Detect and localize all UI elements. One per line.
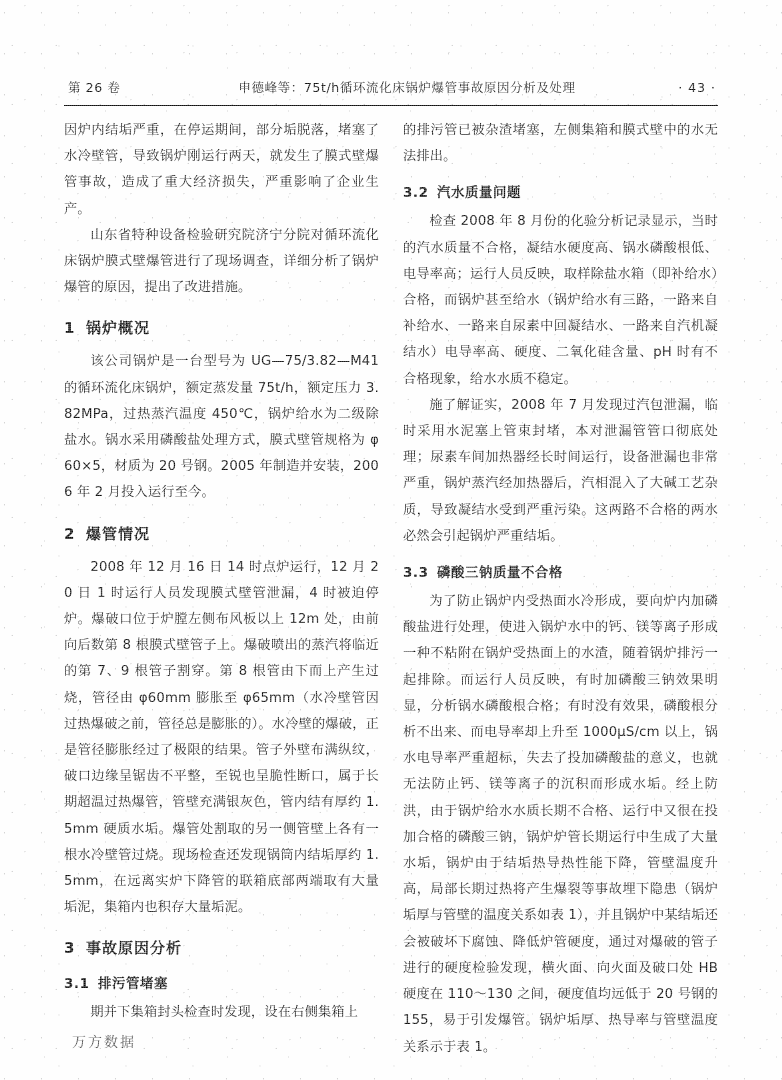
wanfang-watermark: 万方数据 [72, 1035, 136, 1051]
section-title: 事故原因分析 [86, 939, 183, 958]
paragraph: 2008 年 12 月 16 日 14 时点炉运行，12 月 20 日 1 时运行人员发现膜式壁管泄漏，4 时被迫停炉。爆破口位于炉膛左侧布风板以上 12m 处，由前向后数第 8 根膜式壁管子上。爆破喷出的蒸汽将临近的第 7、9 根管子割穿。第 8 根管由下而上产生过烧，管径由 φ60mm 膨胀至 φ65mm（水冷壁管因过热爆破之前，管径总是膨胀的）。水冷壁的爆破，正是管径膨胀经过了极限的结果。管子外壁布满纵纹，破口边缘呈锯齿不平整，至锐也呈脆性断口，属于长期超温过热爆管，管壁充满银灰色，管内结有厚约 1.5mm 硬质水垢。爆管处割取的另一侧管壁上各有一根水冷壁管过烧。现场检查还发现锅筒内结垢厚约 1.5mm，在远离实炉下降管的联箱底部两端取有大量垢泥，集箱内也积存大量垢泥。 [64, 559, 379, 916]
section-heading-3 [64, 935, 379, 961]
subsection-number: 3.2 [403, 186, 429, 202]
page-number: · 43 · [678, 80, 716, 95]
volume-label: 第 26 卷 [68, 80, 121, 95]
paragraph: 该公司锅炉是一台型号为 UG—75/3.82—M41 的循环流化床锅炉，额定蒸发量 75t/h，额定压力 3.82MPa，过热蒸汽温度 450℃，锅炉给水为二级除盐水。锅水采用磷酸盐处理方式，膜式壁管规格为 φ60×5，材质为 20 号钢。2005 年制造并安装，2006 年 2 月投入运行至今。 [64, 354, 379, 501]
subsection-heading-3-1 [64, 972, 379, 997]
running-title: 申德峰等：75t/h循环流化床锅炉爆管事故原因分析及处理 [238, 80, 576, 95]
paragraph: 检查 2008 年 8 月份的化验分析记录显示，当时的汽水质量不合格，凝结水硬度高、锅水磷酸根低、电导率高；运行人员反映，取样除盐水箱（即补给水）合格，而锅炉甚至给水（锅炉给水有三路，一路来自补给水、一路来自尿素中回凝结水、一路来自汽机凝结水）电导率高、硬度、二氧化硅含量、pH 时有不合格现象，给水水质不稳定。 [403, 214, 718, 387]
subsection-title: 磷酸三钠质量不合格 [437, 566, 563, 582]
paragraph: 为了防止锅炉内受热面水冷形成，要向炉内加磷酸盐进行处理，使进入锅炉水中的钙、镁等离子形成一种不粘附在锅炉受热面上的水渣，随着锅炉排污一起排除。而运行人员反映，有时加磷酸三钠效果明显，分析锅水磷酸根合格；有时没有效果，磷酸根分析不出来、而电导率却上升至 1000μS/cm 以上，锅水电导率严重超标，失去了投加磷酸盐的意义，也就无法防止钙、镁等离子的沉积而形成水垢。经上防洪，由于锅炉给水水质长期不合格、运行中又很在投加合格的磷酸三钠，锅炉炉管长期运行中生成了大量水垢，锅炉由于结垢热导热性能下降，管壁温度升高，局部长期过热将产生爆裂等事故埋下隐患（锅炉垢厚与管壁的温度关系如表 1），并且锅炉中某结垢还会被破坏下腐蚀、降低炉管硬度，通过对爆破的管子进行的硬度检验发现，横火面、向火面及破口处 HB 硬度在 110～130 之间，硬度值均远低于 20 号钢的 155，易于引发爆管。锅炉垢厚、热导率与管壁温度关系示于表 1。 [403, 594, 718, 1055]
header-rule [64, 105, 718, 106]
paragraph: 期并下集箱封头检查时发现，设在右侧集箱上 [90, 1005, 359, 1021]
section-title: 锅炉概况 [86, 319, 151, 338]
left-column [64, 118, 379, 1021]
paragraph: 山东省特种设备检验研究院济宁分院对循环流化床锅炉膜式壁爆管进行了现场调查，详细分析了锅炉爆管的原因，提出了改进措施。 [64, 227, 379, 296]
running-head [68, 78, 716, 98]
section-number: 3 [64, 939, 76, 958]
subsection-title: 汽水质量问题 [437, 186, 521, 202]
section-number: 2 [64, 524, 76, 543]
section-heading-1 [64, 315, 379, 341]
paragraph: 施了解证实，2008 年 7 月发现过汽包泄漏，临时采用水泥塞上管束封堵，本对泄漏管管口彻底处理；尿素车间加热器经长时间运行，设备泄漏也非常严重，锅炉蒸汽经加热器后，汽相混入了大碱工艺杂质，导致凝结水受到严重污染。这两路不合格的两水必然会引起锅炉严重结垢。 [403, 397, 718, 544]
section-heading-2 [64, 521, 379, 547]
paragraph: 因炉内结垢严重，在停运期间，部分垢脱落，堵塞了水冷壁管，导致锅炉刚运行两天，就发生了膜式壁爆管事故，造成了重大经济损失，严重影响了企业生产。 [64, 123, 379, 217]
paragraph: 的排污管已被杂渣堵塞，左侧集箱和膜式壁中的水无法排出。 [403, 123, 718, 165]
subsection-heading-3-3 [403, 561, 718, 586]
subsection-number: 3.1 [64, 977, 90, 993]
section-title: 爆管情况 [86, 524, 151, 543]
section-number: 1 [64, 319, 76, 338]
subsection-number: 3.3 [403, 566, 429, 582]
subsection-title: 排污管堵塞 [98, 977, 168, 993]
right-column [403, 118, 718, 1055]
subsection-heading-3-2 [403, 181, 718, 206]
